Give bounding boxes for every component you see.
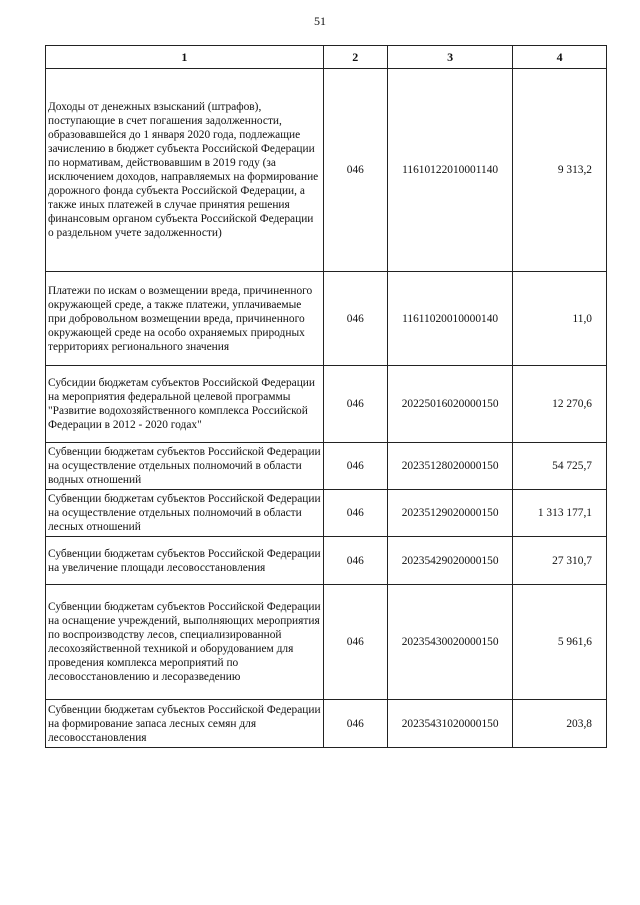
row-description: Платежи по искам о возмещении вреда, причиненного окружающей среде, а также платежи, уплачиваемые при добровольном возмещении вреда, причиненного окружающей среде на особо охраняемых природных территориях регионального значения — [46, 272, 324, 366]
row-admin-code: 046 — [323, 537, 387, 585]
row-budget-code: 11611020010000140 — [387, 272, 512, 366]
table-row — [46, 490, 607, 537]
table-row — [46, 272, 607, 366]
row-description: Субвенции бюджетам субъектов Российской Федерации на формирование запаса лесных семян для лесовосстановления — [46, 700, 324, 748]
table-row — [46, 700, 607, 748]
table-row — [46, 537, 607, 585]
row-description: Субвенции бюджетам субъектов Российской Федерации на осуществление отдельных полномочий в области водных отношений — [46, 443, 324, 490]
column-header-2: 2 — [323, 46, 387, 69]
revenue-table — [45, 45, 607, 748]
table-header-row — [46, 46, 607, 69]
row-budget-code: 20235430020000150 — [387, 585, 512, 700]
column-header-3: 3 — [387, 46, 512, 69]
row-budget-code: 20235431020000150 — [387, 700, 512, 748]
row-admin-code: 046 — [323, 700, 387, 748]
row-amount: 54 725,7 — [513, 443, 607, 490]
table-row — [46, 366, 607, 443]
row-amount: 11,0 — [513, 272, 607, 366]
page-number: 51 — [314, 14, 326, 28]
row-admin-code: 046 — [323, 443, 387, 490]
row-admin-code: 046 — [323, 585, 387, 700]
row-amount: 27 310,7 — [513, 537, 607, 585]
table-row — [46, 69, 607, 272]
row-budget-code: 11610122010001140 — [387, 69, 512, 272]
table-row — [46, 443, 607, 490]
row-amount: 5 961,6 — [513, 585, 607, 700]
row-description: Субвенции бюджетам субъектов Российской Федерации на осуществление отдельных полномочий в области лесных отношений — [46, 490, 324, 537]
table-row — [46, 585, 607, 700]
row-budget-code: 20235129020000150 — [387, 490, 512, 537]
row-admin-code: 046 — [323, 69, 387, 272]
row-admin-code: 046 — [323, 366, 387, 443]
row-amount: 1 313 177,1 — [513, 490, 607, 537]
row-budget-code: 20235429020000150 — [387, 537, 512, 585]
row-amount: 203,8 — [513, 700, 607, 748]
row-description: Субвенции бюджетам субъектов Российской Федерации на увеличение площади лесовосстановления — [46, 537, 324, 585]
row-admin-code: 046 — [323, 272, 387, 366]
row-admin-code: 046 — [323, 490, 387, 537]
row-description: Доходы от денежных взысканий (штрафов), поступающие в счет погашения задолженности, образовавшейся до 1 января 2020 года, подлежащие зачислению в бюджет субъекта Российской Федерации по нормативам, действовавшим в 2019 году (за исключением доходов, направляемых на формирование дорожного фонда субъекта Российской Федерации, а также иных платежей в случае принятия решения финансовым органом субъекта Российской Федерации о раздельном учете задолженности) — [46, 69, 324, 272]
row-amount: 12 270,6 — [513, 366, 607, 443]
row-description: Субвенции бюджетам субъектов Российской Федерации на оснащение учреждений, выполняющих мероприятия по воспроизводству лесов, специализированной лесохозяйственной техникой и оборудованием для проведения комплекса мероприятий по лесовосстановлению и лесоразведению — [46, 585, 324, 700]
column-header-4: 4 — [513, 46, 607, 69]
column-header-1: 1 — [46, 46, 324, 69]
row-amount: 9 313,2 — [513, 69, 607, 272]
row-description: Субсидии бюджетам субъектов Российской Федерации на мероприятия федеральной целевой программы "Развитие водохозяйственного комплекса Российской Федерации в 2012 - 2020 годах" — [46, 366, 324, 443]
row-budget-code: 20225016020000150 — [387, 366, 512, 443]
row-budget-code: 20235128020000150 — [387, 443, 512, 490]
